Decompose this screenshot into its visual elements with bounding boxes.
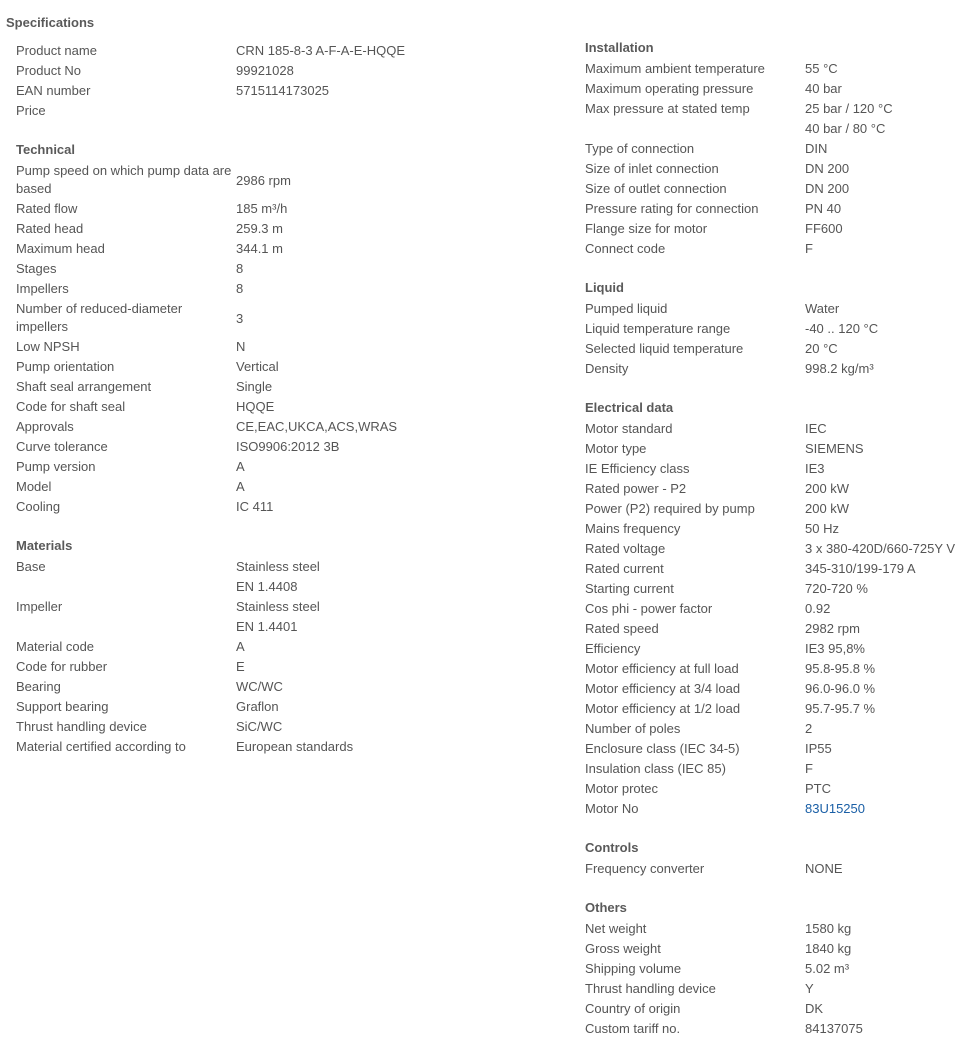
spec-value-low-npsh: N bbox=[236, 339, 246, 354]
spec-value-support-bearing: Graflon bbox=[236, 699, 279, 714]
spec-label-size-of-outlet-connection: Size of outlet connection bbox=[585, 181, 727, 196]
spec-label-insulation-class-iec-85: Insulation class (IEC 85) bbox=[585, 761, 726, 776]
spec-label-maximum-head: Maximum head bbox=[16, 241, 105, 256]
spec-label-rated-power-p2: Rated power - P2 bbox=[585, 481, 687, 496]
spec-label-pump-orientation: Pump orientation bbox=[16, 359, 115, 374]
spec-value-number-of-poles: 2 bbox=[805, 721, 813, 736]
spec-value-thrust-handling-device: Y bbox=[805, 981, 814, 996]
spec-value-insulation-class-iec-85: F bbox=[805, 761, 813, 776]
spec-label-net-weight: Net weight bbox=[585, 921, 647, 936]
spec-label-price: Price bbox=[16, 103, 46, 118]
spec-value-pump-orientation: Vertical bbox=[236, 359, 279, 374]
spec-value-starting-current: 720-720 % bbox=[805, 581, 868, 596]
spec-value-impellers: 8 bbox=[236, 281, 244, 296]
spec-value-rated-speed: 2982 rpm bbox=[805, 621, 860, 636]
spec-label-number-of-reduced-diameter-impellers: Number of reduced-diameter impellers bbox=[16, 301, 183, 334]
spec-label-selected-liquid-temperature: Selected liquid temperature bbox=[585, 341, 744, 356]
spec-value-pressure-rating-for-connection: PN 40 bbox=[805, 201, 842, 216]
spec-label-gross-weight: Gross weight bbox=[585, 941, 661, 956]
spec-label-cos-phi-power-factor: Cos phi - power factor bbox=[585, 601, 713, 616]
spec-label-frequency-converter: Frequency converter bbox=[585, 861, 705, 876]
spec-label-impellers: Impellers bbox=[16, 281, 69, 296]
spec-label-custom-tariff-no: Custom tariff no. bbox=[585, 1021, 681, 1036]
spec-value-max-pressure-at-stated-temp-2: 40 bar / 80 °C bbox=[805, 121, 886, 136]
spec-value-motor-efficiency-at-full-load: 95.8-95.8 % bbox=[805, 661, 876, 676]
spec-label-country-of-origin: Country of origin bbox=[585, 1001, 681, 1016]
spec-value-pump-speed-on-which-pump-data-are-based: 2986 rpm bbox=[236, 173, 291, 188]
spec-value-enclosure-class-iec-34-5: IP55 bbox=[805, 741, 832, 756]
spec-value-frequency-converter: NONE bbox=[805, 861, 843, 876]
spec-value-stages: 8 bbox=[236, 261, 244, 276]
spec-value-max-pressure-at-stated-temp-1: 25 bar / 120 °C bbox=[805, 101, 893, 116]
spec-label-power-p2-required-by-pump: Power (P2) required by pump bbox=[585, 501, 755, 516]
spec-label-stages: Stages bbox=[16, 261, 57, 276]
spec-value-maximum-operating-pressure: 40 bar bbox=[805, 81, 842, 96]
spec-label-rated-current: Rated current bbox=[585, 561, 664, 576]
spec-value-impeller-2: EN 1.4401 bbox=[236, 619, 298, 634]
spec-label-bearing: Bearing bbox=[16, 679, 61, 694]
spec-label-thrust-handling-device: Thrust handling device bbox=[16, 719, 147, 734]
spec-value-rated-power-p2: 200 kW bbox=[805, 481, 850, 496]
section-title-others: Others bbox=[585, 900, 627, 915]
spec-label-product-name: Product name bbox=[16, 43, 97, 58]
spec-value-maximum-ambient-temperature: 55 °C bbox=[805, 61, 838, 76]
spec-label-code-for-shaft-seal: Code for shaft seal bbox=[16, 399, 126, 414]
spec-value-type-of-connection: DIN bbox=[805, 141, 828, 156]
spec-value-pumped-liquid: Water bbox=[805, 301, 840, 316]
spec-value-bearing: WC/WC bbox=[236, 679, 283, 694]
spec-label-pump-version: Pump version bbox=[16, 459, 96, 474]
spec-label-size-of-inlet-connection: Size of inlet connection bbox=[585, 161, 719, 176]
section-title-liquid: Liquid bbox=[585, 280, 624, 295]
spec-label-model: Model bbox=[16, 479, 52, 494]
spec-value-size-of-inlet-connection: DN 200 bbox=[805, 161, 850, 176]
spec-value-model: A bbox=[236, 479, 245, 494]
spec-value-product-no: 99921028 bbox=[236, 63, 294, 78]
spec-label-low-npsh: Low NPSH bbox=[16, 339, 80, 354]
spec-value-ie-efficiency-class: IE3 bbox=[805, 461, 825, 476]
spec-label-thrust-handling-device: Thrust handling device bbox=[585, 981, 716, 996]
spec-label-material-code: Material code bbox=[16, 639, 95, 654]
spec-label-motor-type: Motor type bbox=[585, 441, 647, 456]
spec-label-rated-voltage: Rated voltage bbox=[585, 541, 666, 556]
spec-label-pump-speed-on-which-pump-data-are-based: Pump speed on which pump data are based bbox=[16, 163, 232, 196]
spec-value-density: 998.2 kg/m³ bbox=[805, 361, 874, 376]
spec-label-max-pressure-at-stated-temp: Max pressure at stated temp bbox=[585, 101, 750, 116]
spec-label-starting-current: Starting current bbox=[585, 581, 674, 596]
spec-label-motor-protec: Motor protec bbox=[585, 781, 658, 796]
spec-label-cooling: Cooling bbox=[16, 499, 61, 514]
spec-value-number-of-reduced-diameter-impellers: 3 bbox=[236, 311, 244, 326]
section-title-materials: Materials bbox=[16, 538, 73, 553]
section-title-installation: Installation bbox=[585, 40, 654, 55]
spec-label-motor-standard: Motor standard bbox=[585, 421, 673, 436]
spec-label-connect-code: Connect code bbox=[585, 241, 666, 256]
spec-value-base-2: EN 1.4408 bbox=[236, 579, 298, 594]
spec-label-rated-flow: Rated flow bbox=[16, 201, 78, 216]
spec-label-product-no: Product No bbox=[16, 63, 82, 78]
spec-label-base: Base bbox=[16, 559, 46, 574]
spec-value-motor-standard: IEC bbox=[805, 421, 827, 436]
spec-value-code-for-shaft-seal: HQQE bbox=[236, 399, 275, 414]
spec-value-approvals: CE,EAC,UKCA,ACS,WRAS bbox=[236, 419, 398, 434]
page-title: Specifications bbox=[6, 15, 95, 30]
spec-label-pumped-liquid: Pumped liquid bbox=[585, 301, 668, 316]
spec-value-flange-size-for-motor: FF600 bbox=[805, 221, 843, 236]
spec-label-code-for-rubber: Code for rubber bbox=[16, 659, 108, 674]
spec-value-base-1: Stainless steel bbox=[236, 559, 320, 574]
spec-label-maximum-operating-pressure: Maximum operating pressure bbox=[585, 81, 754, 96]
section-title-controls: Controls bbox=[585, 840, 639, 855]
spec-value-motor-efficiency-at-1-2-load: 95.7-95.7 % bbox=[805, 701, 876, 716]
spec-value-efficiency: IE3 95,8% bbox=[805, 641, 865, 656]
spec-value-product-name: CRN 185-8-3 A-F-A-E-HQQE bbox=[236, 43, 406, 58]
spec-value-pump-version: A bbox=[236, 459, 245, 474]
spec-value-thrust-handling-device: SiC/WC bbox=[236, 719, 283, 734]
spec-label-material-certified-according-to: Material certified according to bbox=[16, 739, 186, 754]
spec-value-motor-efficiency-at-3-4-load: 96.0-96.0 % bbox=[805, 681, 876, 696]
spec-value-power-p2-required-by-pump: 200 kW bbox=[805, 501, 850, 516]
spec-value-rated-flow: 185 m³/h bbox=[236, 201, 288, 216]
spec-value-size-of-outlet-connection: DN 200 bbox=[805, 181, 850, 196]
spec-value-net-weight: 1580 kg bbox=[805, 921, 852, 936]
spec-label-shipping-volume: Shipping volume bbox=[585, 961, 682, 976]
spec-label-rated-speed: Rated speed bbox=[585, 621, 659, 636]
spec-value-code-for-rubber: E bbox=[236, 659, 245, 674]
spec-value-maximum-head: 344.1 m bbox=[236, 241, 283, 256]
spec-value-motor-type: SIEMENS bbox=[805, 441, 864, 456]
spec-value-motor-no[interactable]: 83U15250 bbox=[805, 801, 865, 816]
spec-value-motor-protec: PTC bbox=[805, 781, 831, 796]
spec-label-shaft-seal-arrangement: Shaft seal arrangement bbox=[16, 379, 152, 394]
spec-value-rated-voltage: 3 x 380-420D/660-725Y V bbox=[805, 541, 956, 556]
spec-value-ean-number: 5715114173025 bbox=[236, 83, 330, 98]
spec-label-mains-frequency: Mains frequency bbox=[585, 521, 681, 536]
spec-value-curve-tolerance: ISO9906:2012 3B bbox=[236, 439, 340, 454]
section-title-technical: Technical bbox=[16, 142, 76, 157]
spec-label-density: Density bbox=[585, 361, 629, 376]
spec-value-shaft-seal-arrangement: Single bbox=[236, 379, 273, 394]
spec-label-support-bearing: Support bearing bbox=[16, 699, 109, 714]
spec-value-rated-head: 259.3 m bbox=[236, 221, 283, 236]
spec-value-rated-current: 345-310/199-179 A bbox=[805, 561, 916, 576]
spec-label-liquid-temperature-range: Liquid temperature range bbox=[585, 321, 731, 336]
spec-value-cos-phi-power-factor: 0.92 bbox=[805, 601, 831, 616]
spec-value-material-code: A bbox=[236, 639, 245, 654]
spec-value-connect-code: F bbox=[805, 241, 813, 256]
spec-value-cooling: IC 411 bbox=[236, 499, 274, 514]
spec-label-motor-efficiency-at-3-4-load: Motor efficiency at 3/4 load bbox=[585, 681, 741, 696]
spec-label-ean-number: EAN number bbox=[16, 83, 91, 98]
spec-label-curve-tolerance: Curve tolerance bbox=[16, 439, 108, 454]
spec-label-rated-head: Rated head bbox=[16, 221, 84, 236]
spec-value-mains-frequency: 50 Hz bbox=[805, 521, 839, 536]
spec-label-enclosure-class-iec-34-5: Enclosure class (IEC 34-5) bbox=[585, 741, 740, 756]
spec-value-material-certified-according-to: European standards bbox=[236, 739, 354, 754]
spec-label-approvals: Approvals bbox=[16, 419, 74, 434]
spec-value-gross-weight: 1840 kg bbox=[805, 941, 852, 956]
spec-label-flange-size-for-motor: Flange size for motor bbox=[585, 221, 708, 236]
spec-label-number-of-poles: Number of poles bbox=[585, 721, 681, 736]
spec-label-efficiency: Efficiency bbox=[585, 641, 641, 656]
spec-value-selected-liquid-temperature: 20 °C bbox=[805, 341, 838, 356]
spec-label-type-of-connection: Type of connection bbox=[585, 141, 695, 156]
spec-value-country-of-origin: DK bbox=[805, 1001, 824, 1016]
spec-value-shipping-volume: 5.02 m³ bbox=[805, 961, 850, 976]
spec-label-motor-no: Motor No bbox=[585, 801, 639, 816]
section-title-electrical-data: Electrical data bbox=[585, 400, 674, 415]
spec-label-maximum-ambient-temperature: Maximum ambient temperature bbox=[585, 61, 765, 76]
spec-value-impeller-1: Stainless steel bbox=[236, 599, 320, 614]
spec-label-motor-efficiency-at-1-2-load: Motor efficiency at 1/2 load bbox=[585, 701, 741, 716]
spec-value-custom-tariff-no: 84137075 bbox=[805, 1021, 863, 1036]
spec-label-motor-efficiency-at-full-load: Motor efficiency at full load bbox=[585, 661, 739, 676]
spec-label-pressure-rating-for-connection: Pressure rating for connection bbox=[585, 201, 759, 216]
spec-label-ie-efficiency-class: IE Efficiency class bbox=[585, 461, 690, 476]
spec-value-liquid-temperature-range: -40 .. 120 °C bbox=[805, 321, 879, 336]
spec-label-impeller: Impeller bbox=[16, 599, 63, 614]
